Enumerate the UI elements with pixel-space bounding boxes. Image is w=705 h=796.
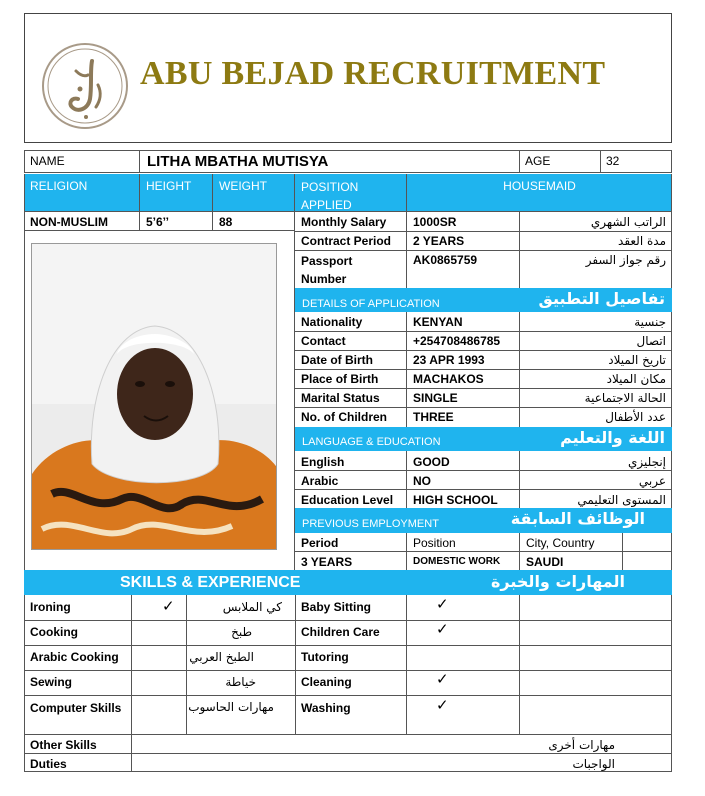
religion-label: RELIGION <box>30 179 88 193</box>
height-value: 5’6’’ <box>146 215 169 229</box>
skill-babysitting-label: Baby Sitting <box>301 600 372 614</box>
position-value: HOUSEMAID <box>503 179 576 193</box>
language-title-ar: اللغة والتعليم <box>560 429 665 447</box>
arabic-value: NO <box>413 474 431 488</box>
children-value: THREE <box>413 410 454 424</box>
children-arabic: عدد الأطفال <box>605 410 666 424</box>
skill-babysitting-check-icon: ✓ <box>436 595 449 613</box>
nationality-arabic: جنسية <box>634 315 666 329</box>
age-value: 32 <box>606 154 620 168</box>
salary-arabic: الراتب الشهري <box>590 215 666 229</box>
pob-value: MACHAKOS <box>413 372 484 386</box>
nationality-label: Nationality <box>301 315 363 329</box>
contact-value: +254708486785 <box>413 334 501 348</box>
english-value: GOOD <box>413 455 450 469</box>
brand-name: ABU BEJAD RECRUITMENT <box>140 55 606 92</box>
dob-label: Date of Birth <box>301 353 373 367</box>
marital-value: SINGLE <box>413 391 458 405</box>
contract-period-label: Contract Period <box>301 234 392 248</box>
skill-computer-arabic: مهارات الحاسوب <box>188 700 274 714</box>
weight-label: WEIGHT <box>219 179 267 193</box>
english-arabic: إنجليزي <box>627 455 666 469</box>
employment-country: SAUDI <box>526 555 564 569</box>
skill-sewing-label: Sewing <box>30 675 73 689</box>
skill-childcare-check-icon: ✓ <box>436 620 449 638</box>
language-title: LANGUAGE & EDUCATION <box>302 436 441 448</box>
skill-cleaning-check-icon: ✓ <box>436 670 449 688</box>
skill-childcare-label: Children Care <box>301 625 380 639</box>
education-label: Education Level <box>301 493 394 507</box>
employment-position: DOMESTIC WORK <box>413 556 501 567</box>
applicant-photo <box>31 243 277 550</box>
dob-arabic: تاريخ الميلاد <box>608 353 666 367</box>
skill-arabic-cooking-arabic: الطبخ العربي <box>189 650 254 664</box>
calligraphy-logo-icon <box>40 41 130 131</box>
pob-label: Place of Birth <box>301 372 379 386</box>
skill-washing-check-icon: ✓ <box>436 696 449 714</box>
skill-ironing-label: Ironing <box>30 600 71 614</box>
skill-cooking-label: Cooking <box>30 625 78 639</box>
skill-ironing-arabic: كي الملابس <box>222 600 282 614</box>
nationality-value: KENYAN <box>413 315 463 329</box>
duties-label: Duties <box>30 757 67 771</box>
children-label: No. of Children <box>301 410 387 424</box>
skill-ironing-check-icon: ✓ <box>162 597 175 615</box>
skill-cleaning-label: Cleaning <box>301 675 352 689</box>
name-label: NAME <box>30 154 65 168</box>
duties-arabic: الواجبات <box>572 757 615 771</box>
arabic-arabic: عربي <box>638 474 666 488</box>
arabic-label: Arabic <box>301 474 339 488</box>
salary-label: Monthly Salary <box>301 215 387 229</box>
employment-period: 3 YEARS <box>301 555 353 569</box>
employment-title: PREVIOUS EMPLOYMENT <box>302 518 439 530</box>
employment-title-ar: الوظائف السابقة <box>510 510 645 528</box>
skills-title: SKILLS & EXPERIENCE <box>120 574 301 591</box>
contract-period-arabic: مدة العقد <box>618 234 666 248</box>
skill-cooking-arabic: طبخ <box>231 625 252 639</box>
position-header: Position <box>413 536 456 550</box>
age-label: AGE <box>525 154 551 168</box>
other-skills-arabic: مهارات أخرى <box>548 738 615 752</box>
religion-value: NON-MUSLIM <box>30 215 108 229</box>
passport-label: Passport Number <box>301 254 353 286</box>
application-title-ar: تفاصيل التطبيق <box>538 290 665 308</box>
passport-arabic: رقم جواز السفر <box>585 253 666 267</box>
marital-label: Marital Status <box>301 391 380 405</box>
weight-value: 88 <box>219 215 233 229</box>
contract-period-value: 2 YEARS <box>413 234 465 248</box>
skill-sewing-arabic: خياطة <box>225 675 256 689</box>
pob-arabic: مكان الميلاد <box>606 372 666 386</box>
applicant-name: LITHA MBATHA MUTISYA <box>147 153 329 170</box>
application-title: DETAILS OF APPLICATION <box>302 298 440 310</box>
english-label: English <box>301 455 345 469</box>
marital-arabic: الحالة الاجتماعية <box>584 391 666 405</box>
education-arabic: المستوى التعليمي <box>577 493 666 507</box>
skill-washing-label: Washing <box>301 701 351 715</box>
salary-value: 1000SR <box>413 215 457 229</box>
period-header: Period <box>301 536 339 550</box>
skill-computer-label: Computer Skills <box>30 701 122 715</box>
height-label: HEIGHT <box>146 179 192 193</box>
skills-title-ar: المهارات والخبرة <box>490 573 625 591</box>
other-skills-label: Other Skills <box>30 738 97 752</box>
position-label: POSITION APPLIED <box>301 180 359 212</box>
country-header: City, Country <box>526 536 595 550</box>
education-value: HIGH SCHOOL <box>413 493 498 507</box>
skill-arabic-cooking-label: Arabic Cooking <box>30 650 119 664</box>
passport-value: AK0865759 <box>413 253 478 267</box>
contact-label: Contact <box>301 334 346 348</box>
skill-tutoring-label: Tutoring <box>301 650 349 664</box>
contact-arabic: اتصال <box>636 334 666 348</box>
dob-value: 23 APR 1993 <box>413 353 485 367</box>
